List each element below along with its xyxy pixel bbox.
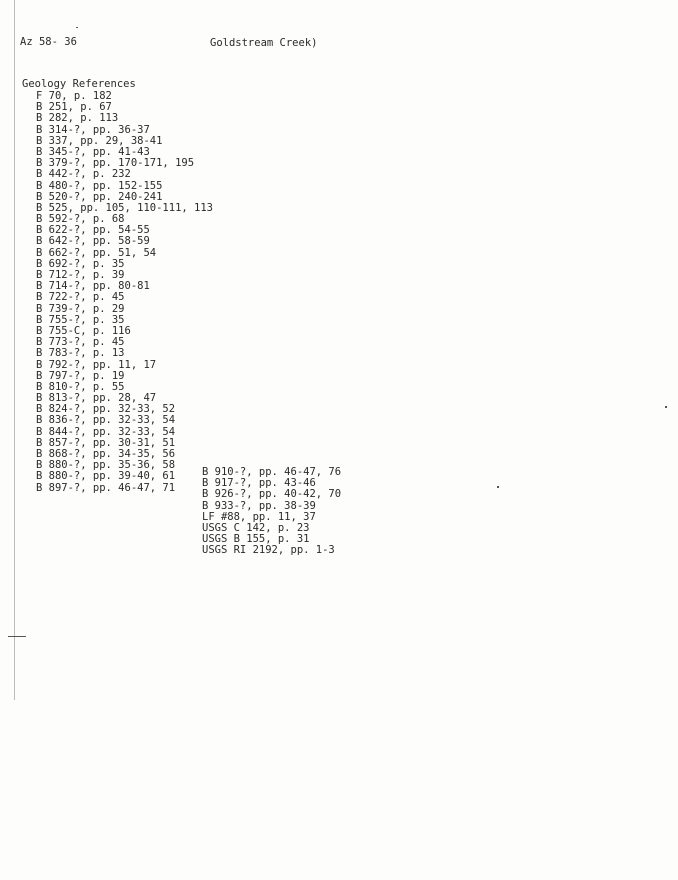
list-item: B 520-?, pp. 240-241 (36, 190, 163, 203)
list-item: B 662-?, pp. 51, 54 (36, 246, 157, 259)
list-item: B 926-?, pp. 40-42, 70 (202, 488, 342, 501)
list-item: USGS B 155, p. 31 (202, 533, 310, 546)
list-item: B 868-?, pp. 34-35, 56 (36, 448, 176, 460)
list-item: B 282, p. 113 (36, 112, 119, 125)
list-item: B 337, pp. 29, 38-41 (36, 134, 163, 147)
list-item: B 897-?, pp. 46-47, 71 (36, 481, 176, 494)
scan-mark (497, 486, 499, 488)
list-item: B 933-?, pp. 38-39 (202, 499, 316, 512)
list-item: B 251, p. 67 (36, 101, 112, 114)
references-list-secondary (202, 467, 341, 557)
list-item: B 857-?, pp. 30-31, 51 (36, 436, 176, 449)
list-item: B 755-C, p. 116 (36, 324, 131, 337)
list-item: F 70, p. 182 (36, 90, 112, 102)
list-item: USGS RI 2192, pp. 1-3 (202, 544, 335, 557)
list-item: B 813-?, pp. 28, 47 (36, 392, 157, 405)
scan-mark (665, 406, 667, 408)
list-item: B 622-?, pp. 54-55 (36, 224, 150, 237)
scan-mark (8, 636, 26, 637)
list-item: B 714-?, pp. 80-81 (36, 280, 150, 293)
list-item: B 314-?, pp. 36-37 (36, 123, 150, 136)
list-item: B 525, pp. 105, 110-111, 113 (36, 201, 214, 214)
document-title: Goldstream Creek) (210, 37, 318, 49)
section-heading: Geology References (22, 78, 136, 90)
list-item: B 910-?, pp. 46-47, 76 (202, 466, 342, 478)
list-item: B 773-?, p. 45 (36, 336, 125, 349)
list-item: B 480-?, pp. 152-155 (36, 179, 163, 192)
list-item: USGS C 142, p. 23 (202, 521, 310, 534)
list-item: B 810-?, p. 55 (36, 380, 125, 393)
list-item: B 692-?, p. 35 (36, 257, 125, 270)
list-item: B 792-?, pp. 11, 17 (36, 358, 157, 371)
list-item: B 824-?, pp. 32-33, 52 (36, 403, 176, 416)
scan-mark (76, 27, 78, 28)
list-item: B 712-?, p. 39 (36, 269, 125, 281)
list-item: B 722-?, p. 45 (36, 291, 125, 304)
list-item: B 755-?, p. 35 (36, 313, 125, 326)
list-item: B 642-?, pp. 58-59 (36, 235, 150, 248)
list-item: LF #88, pp. 11, 37 (202, 510, 316, 523)
list-item: B 345-?, pp. 41-43 (36, 145, 150, 158)
reference-code: Az 58- 36 (20, 36, 77, 48)
list-item: B 442-?, p. 232 (36, 168, 131, 181)
list-item: B 844-?, pp. 32-33, 54 (36, 425, 176, 438)
list-item: B 797-?, p. 19 (36, 369, 125, 382)
list-item: B 880-?, pp. 35-36, 58 (36, 459, 176, 472)
list-item: B 592-?, p. 68 (36, 213, 125, 226)
page-edge-shadow (14, 0, 15, 700)
references-list-primary (36, 91, 213, 494)
list-item: B 739-?, p. 29 (36, 302, 125, 315)
list-item: B 379-?, pp. 170-171, 195 (36, 157, 195, 170)
list-item: B 917-?, pp. 43-46 (202, 477, 316, 490)
list-item: B 836-?, pp. 32-33, 54 (36, 414, 176, 427)
list-item: B 783-?, p. 13 (36, 347, 125, 360)
list-item: B 880-?, pp. 39-40, 61 (36, 470, 176, 483)
